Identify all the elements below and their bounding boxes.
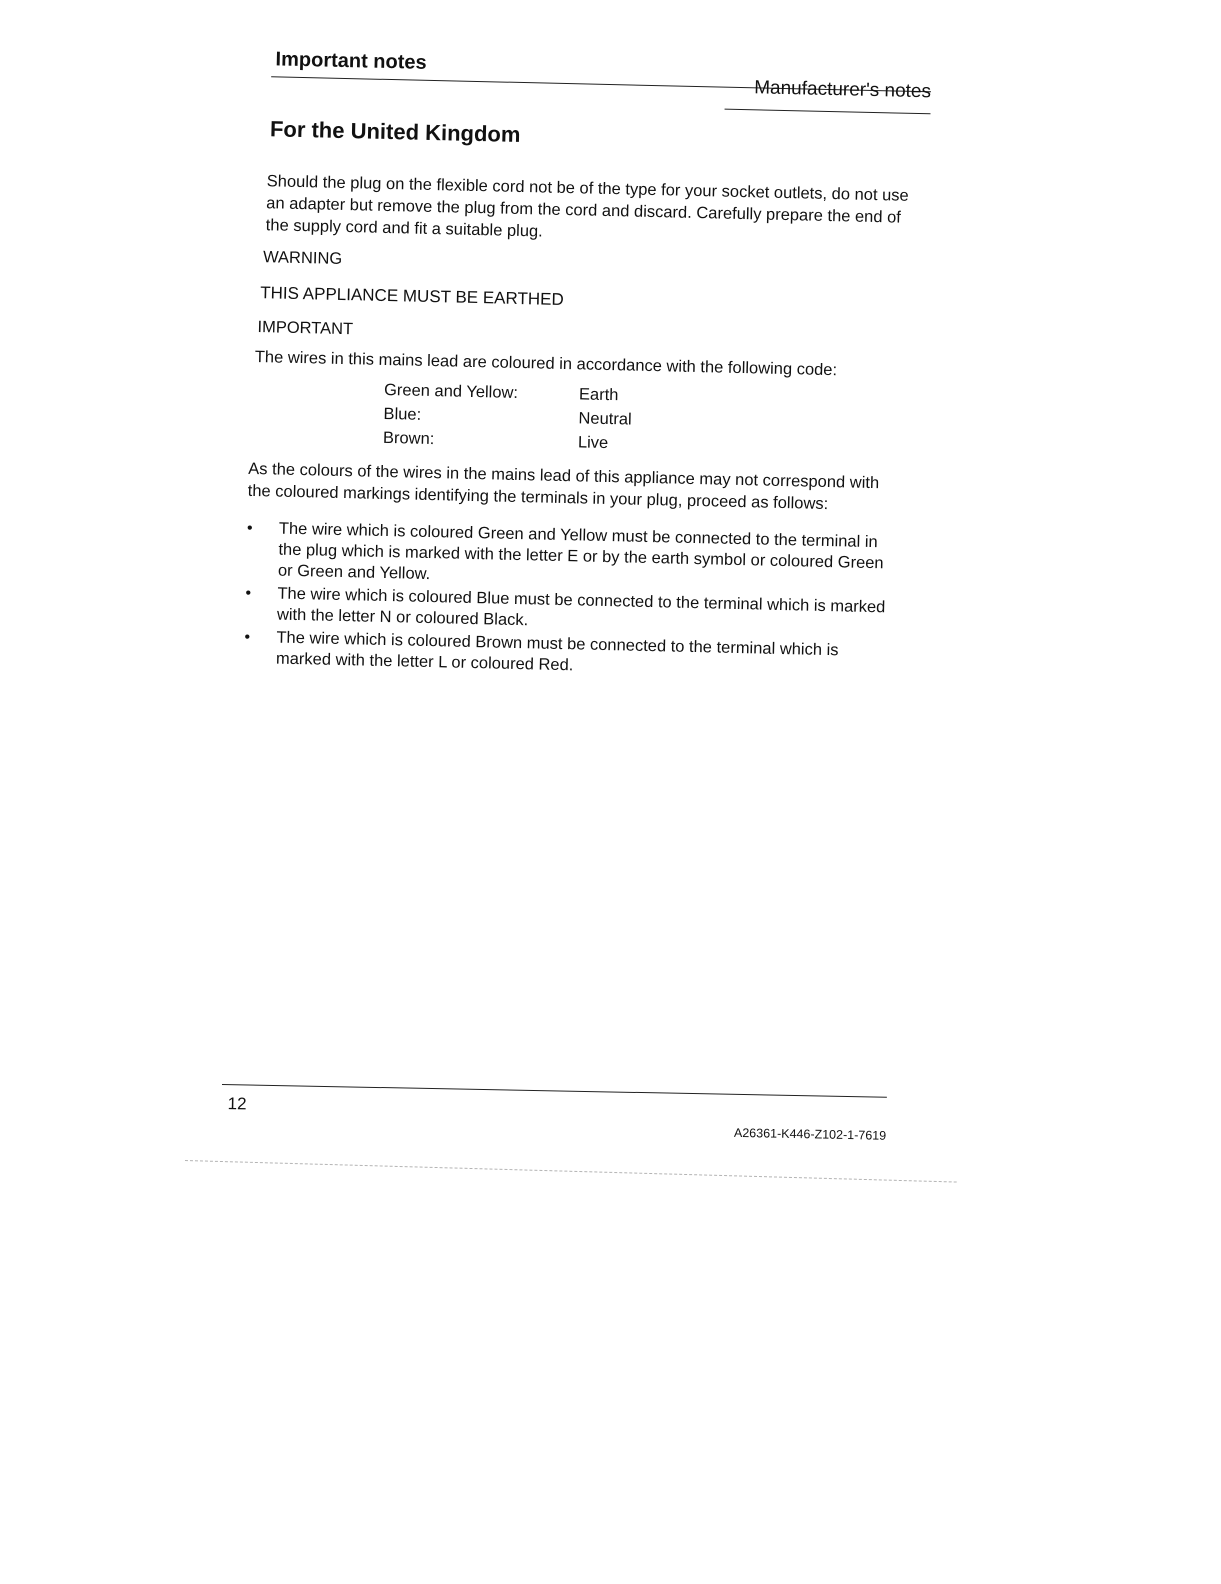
important-label: IMPORTANT [257, 318, 354, 339]
wire-colour-live: Brown: [382, 428, 435, 449]
document-code: A26361-K446-Z102-1-7619 [733, 1125, 887, 1143]
page-content [244, 40, 938, 686]
wire-code-table [383, 379, 930, 461]
page-footer [222, 1084, 887, 1143]
instruction-live: • The wire which is coloured Brown must be connected to the terminal which is marked with the letter L or coloured Red. [244, 627, 895, 684]
warning-label: WARNING [262, 248, 343, 268]
wire-meaning-live: Live [577, 433, 609, 453]
intro-paragraph: Should the plug on the flexible cord not be of the type for your socket outlets, do not use an adapter but remove the plug from the cord and discard. Carefully prepare the end of the supply cord and fit a suitable plug. [265, 172, 909, 241]
scan-artifact-line [185, 1160, 957, 1183]
footer-rule [222, 1084, 887, 1098]
earthed-label: THIS APPLIANCE MUST BE EARTHED [260, 283, 564, 310]
page-title: For the United Kingdom [269, 116, 521, 147]
page-number: 12 [227, 1094, 247, 1114]
wire-meaning-earth: Earth [578, 385, 619, 405]
instruction-neutral: • The wire which is coloured Blue must be connected to the terminal which is marked with the letter N or coloured Black. [245, 583, 896, 640]
wire-colour-earth: Green and Yellow: [383, 380, 519, 402]
instruction-earth: • The wire which is coloured Green and Yellow must be connected to the terminal in the plug which is marked with the letter E or by the earth symbol or coloured Green or Green and Yellow. [246, 518, 897, 596]
wire-colour-neutral: Blue: [383, 404, 422, 424]
instruction-list [244, 518, 897, 684]
section-heading: Important notes [275, 48, 427, 74]
wires-intro-paragraph: The wires in this mains lead are coloured in accordance with the following code: [254, 348, 838, 380]
subsection-rule [725, 109, 931, 115]
correspondence-paragraph: As the colours of the wires in the mains lead of this appliance may not correspond with the coloured markings identifying the terminals in your plug, proceed as follows: [247, 459, 880, 514]
wire-meaning-neutral: Neutral [578, 409, 632, 429]
page-header [257, 40, 938, 117]
subsection-heading: Manufacturer's notes [753, 77, 932, 103]
